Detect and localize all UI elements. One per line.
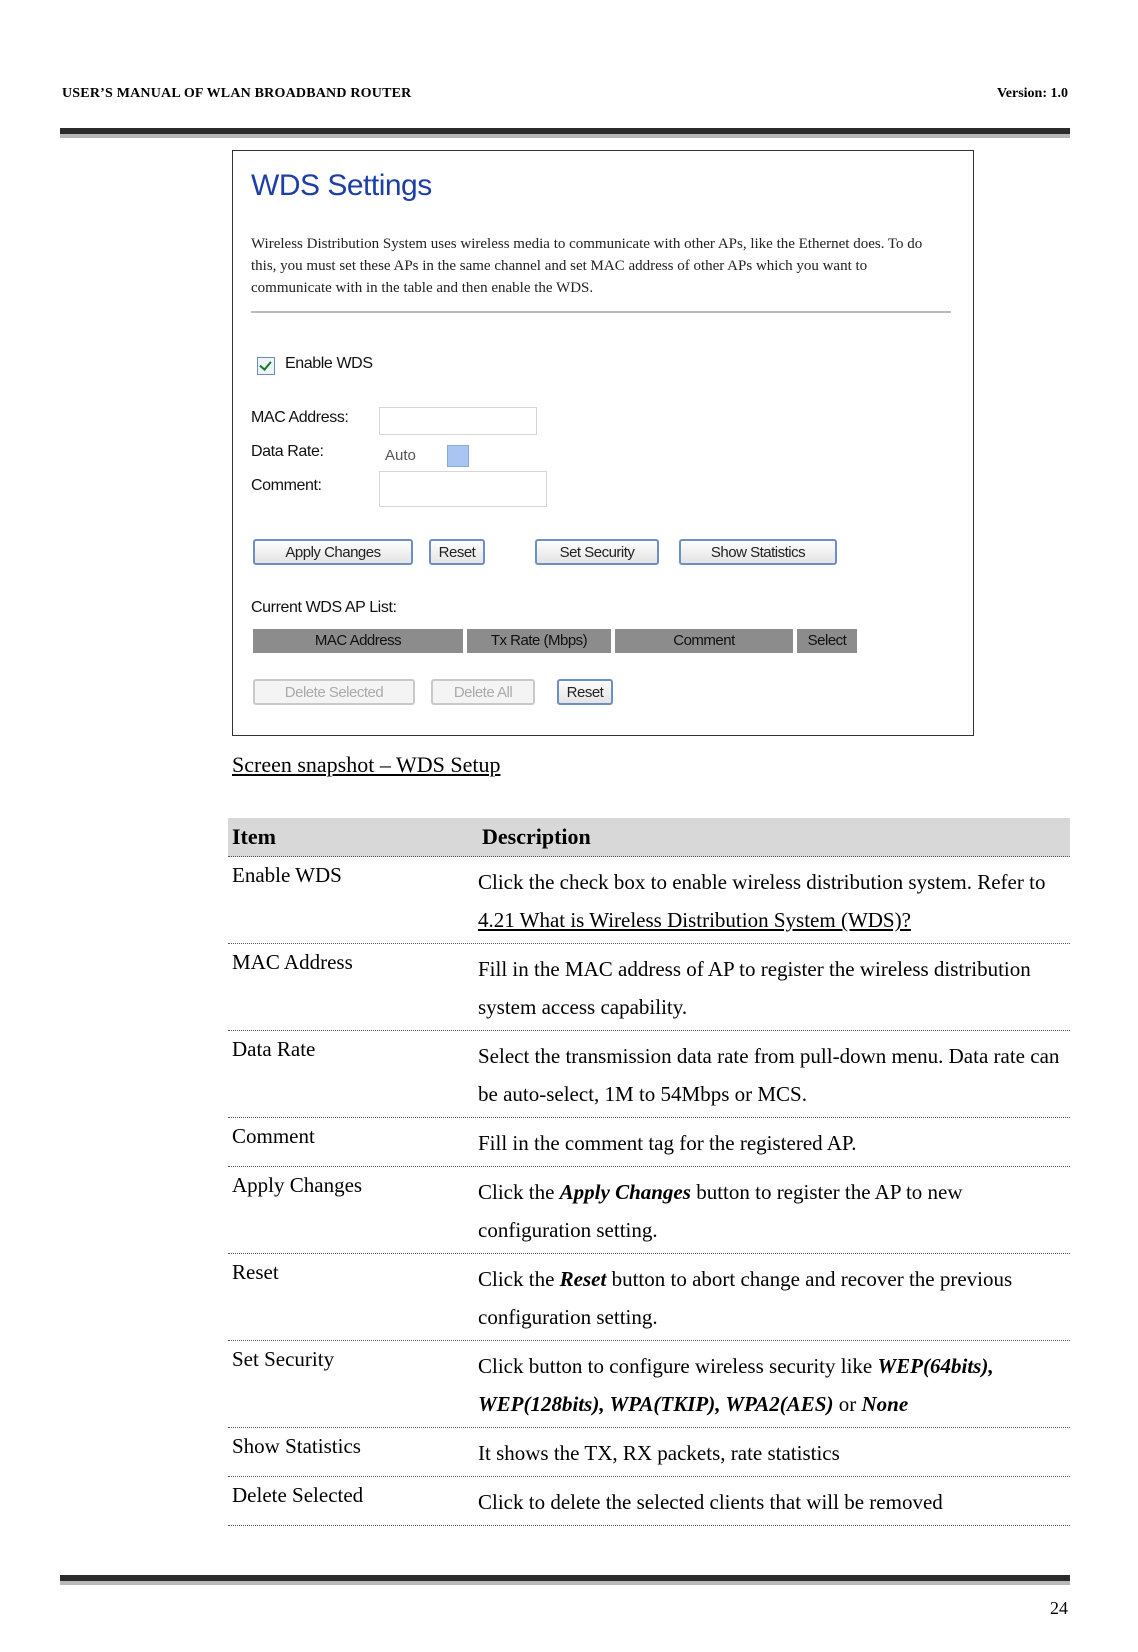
list-reset-button[interactable]: Reset (557, 679, 613, 705)
table-row (228, 1477, 1070, 1526)
col-comment: Comment (615, 629, 793, 653)
mac-address-label: MAC Address: (251, 409, 349, 426)
row-item: Enable WDS (232, 863, 342, 887)
divider (251, 311, 951, 313)
set-security-button[interactable]: Set Security (535, 539, 659, 565)
description-table (228, 818, 1070, 1526)
table-header (228, 818, 1070, 857)
row-description: Click button to configure wireless security like WEP(64bits), WEP(128bits), WPA(TKIP), WPA2(AES) or None (478, 1354, 994, 1416)
wds-description: Wireless Distribution System uses wireless media to communicate with other APs, like the Ethernet does. To do this, you must set these APs in the same channel and set MAC address of other APs which you want to communicate with in the table and then enable the WDS. (251, 236, 923, 296)
wds-ap-list-label: Current WDS AP List: (251, 599, 397, 616)
enable-wds-checkbox[interactable] (257, 357, 275, 375)
chevron-down-icon[interactable] (447, 445, 469, 467)
table-row (228, 944, 1070, 1031)
figure-caption: Screen snapshot – WDS Setup (232, 752, 501, 777)
manual-title: USER’S MANUAL OF WLAN BROADBAND ROUTER (62, 86, 412, 101)
item-header: Item (232, 824, 276, 849)
col-select: Select (797, 629, 857, 653)
mac-address-input[interactable] (379, 407, 537, 435)
row-description: Click the check box to enable wireless distribution system. Refer to 4.21 What is Wireless Distribution System (WDS)? (478, 870, 1046, 932)
apply-changes-button[interactable]: Apply Changes (253, 539, 413, 565)
reset-button[interactable]: Reset (429, 539, 485, 565)
enable-wds-label: Enable WDS (285, 355, 373, 372)
table-row (228, 857, 1070, 944)
wds-reference-link[interactable]: 4.21 What is Wireless Distribution System (WDS)? (478, 908, 911, 932)
col-tx-rate: Tx Rate (Mbps) (467, 629, 611, 653)
comment-label: Comment: (251, 477, 322, 494)
row-description: Fill in the MAC address of AP to register the wireless distribution system access capability. (478, 957, 1031, 1019)
delete-selected-button[interactable]: Delete Selected (253, 679, 415, 705)
table-row (228, 1428, 1070, 1477)
row-item: MAC Address (232, 950, 353, 974)
footer-rule (60, 1575, 1070, 1585)
table-row (228, 1118, 1070, 1167)
wds-settings-screenshot (232, 150, 974, 736)
col-mac-address: MAC Address (253, 629, 463, 653)
show-statistics-button[interactable]: Show Statistics (679, 539, 837, 565)
page-number: 24 (1050, 1598, 1068, 1618)
row-item: Reset (232, 1260, 279, 1284)
row-description: Click the Apply Changes button to register the AP to new configuration setting. (478, 1180, 963, 1242)
row-item: Show Statistics (232, 1434, 361, 1458)
row-description: Select the transmission data rate from pull-down menu. Data rate can be auto-select, 1M to 54Mbps or MCS. (478, 1044, 1060, 1106)
delete-all-button[interactable]: Delete All (431, 679, 535, 705)
row-item: Data Rate (232, 1037, 316, 1061)
row-description: It shows the TX, RX packets, rate statistics (478, 1441, 840, 1465)
table-row (228, 1341, 1070, 1428)
row-item: Delete Selected (232, 1483, 364, 1507)
version-label: Version: 1.0 (996, 86, 1068, 101)
row-item: Apply Changes (232, 1173, 363, 1197)
data-rate-select[interactable]: Auto (385, 447, 416, 464)
header-rule (60, 128, 1070, 138)
wds-title: WDS Settings (251, 169, 432, 202)
comment-input[interactable] (379, 471, 547, 507)
row-item: Comment (232, 1124, 315, 1148)
table-row (228, 1167, 1070, 1254)
row-item: Set Security (232, 1347, 335, 1371)
row-description: Click to delete the selected clients that will be removed (478, 1490, 943, 1514)
description-header: Description (482, 824, 591, 849)
row-description: Click the Reset button to abort change and recover the previous configuration setting. (478, 1267, 1013, 1329)
table-row (228, 1254, 1070, 1341)
data-rate-label: Data Rate: (251, 443, 324, 460)
row-description: Fill in the comment tag for the registered AP. (478, 1131, 857, 1155)
table-row (228, 1031, 1070, 1118)
